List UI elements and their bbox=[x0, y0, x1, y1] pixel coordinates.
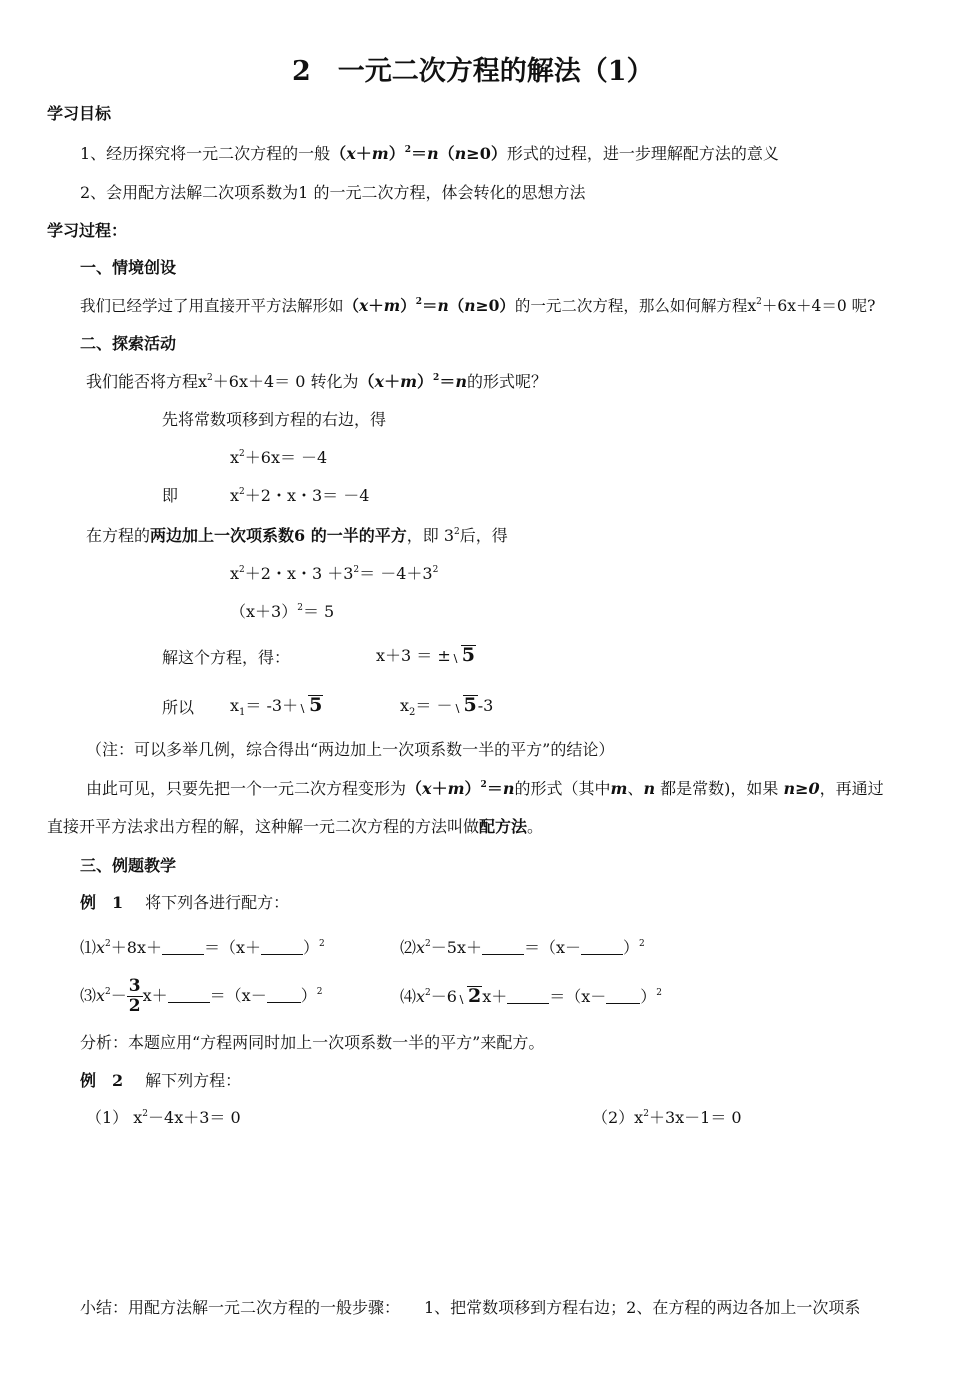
conclusion-line-2: 直接开平方法求出方程的解，这种解一元二次方程的方法叫做配方法。 bbox=[47, 817, 544, 836]
section-2-question: 我们能否将方程$x^2+6x+4= 0$ 转化为$(x+m)^2=n$的形式呢？ bbox=[86, 372, 547, 391]
blank-field bbox=[606, 989, 640, 1004]
analysis-text: 分析：本题应用“方程两同时加上一次项系数一半的平方”来配方。 bbox=[80, 1033, 545, 1052]
equation-2: $x^2+2$・x・3＝ －4 bbox=[230, 486, 370, 505]
goal-item-1: 1、经历探究将一元二次方程的一般$(x+m)^2=n(n\ge 0)$形式的过程，进一步理解配方法的意义 bbox=[80, 144, 779, 163]
section-1-text: 我们已经学过了用直接开平方法解形如$(x+m)^2=n(n\ge 0)$的一元二次方程，那么如何解方程$x^2+6x+4=0$ 呢? bbox=[80, 296, 876, 315]
equation-4: $(x+3)^2= 5$ bbox=[230, 602, 335, 621]
solve-label: 解这个方程，得： bbox=[162, 648, 291, 667]
equation-q2: $(2)x^2+3x-1= 0$ bbox=[592, 1108, 742, 1127]
equation-q1: （1） $x^2-4x+3= 0$ bbox=[86, 1108, 241, 1127]
page-title: 2 一元二次方程的解法（1） bbox=[292, 56, 654, 87]
solve-equation: x＋3 ＝ ± 5 bbox=[376, 644, 476, 666]
root-x1: $x_1= -3+ 5$ bbox=[230, 694, 323, 718]
blank-field bbox=[162, 940, 204, 955]
conclusion-line-1: 由此可见，只要先把一个一元二次方程变形为$(x+m)^2=n$的形式（其中m、n 都是常数)，如果 n≥0，再通过 bbox=[86, 779, 884, 798]
blank-field bbox=[507, 989, 549, 1004]
sqrt-5: 5 bbox=[298, 695, 323, 715]
problem-3: $⑶x^2-$ $\frac{3}{2}$ $x+ =(x- )^2$ bbox=[80, 976, 323, 1016]
blank-field bbox=[482, 940, 524, 955]
blank-field bbox=[267, 988, 301, 1003]
blank-field bbox=[168, 988, 210, 1003]
equation-3: $x^2+2$・x・$3 +3^2= -4+3^2$ bbox=[230, 564, 439, 583]
blank-field bbox=[261, 940, 303, 955]
example-2: 例 2 解下列方程： bbox=[80, 1071, 242, 1090]
summary-text: 小结：用配方法解一元二次方程的一般步骤： 1、把常数项移到方程右边；2、在方程的两边各加上一次项系 bbox=[80, 1298, 861, 1317]
goal-item-2: 2、会用配方法解二次项系数为1 的一元二次方程，体会转化的思想方法 bbox=[80, 183, 586, 202]
section-3-heading: 三、例题教学 bbox=[80, 856, 177, 875]
goal-1-pre: 1、经历探究将一元二次方程的一般 bbox=[80, 144, 331, 163]
example-1: 例 1 将下列各进行配方： bbox=[80, 893, 290, 912]
note-text: （注：可以多举几例，综合得出“两边加上一次项系数一半的平方”的结论） bbox=[86, 740, 615, 759]
problem-4: $⑷x^2-6$ $2x+ =(x- )^2$ bbox=[400, 985, 663, 1007]
section-1-heading: 一、情境创设 bbox=[80, 258, 177, 277]
sqrt-5: 5 bbox=[453, 695, 478, 715]
ji-label: 即 bbox=[162, 486, 179, 505]
process-heading: 学习过程： bbox=[47, 221, 128, 240]
section-2-heading: 二、探索活动 bbox=[80, 334, 177, 353]
so-label: 所以 bbox=[162, 698, 195, 717]
problem-2: $⑵x^2-5x+ =(x- )^2$ bbox=[400, 938, 645, 957]
goals-heading: 学习目标 bbox=[47, 104, 112, 123]
problem-1: $⑴x^2+8x+ =(x+ )^2$ bbox=[80, 938, 325, 957]
step-2-text: 在方程的两边加上一次项系数6 的一半的平方，即 $3^2$后，得 bbox=[86, 526, 508, 545]
root-x2: $x_2= - 5-3$ bbox=[400, 694, 494, 718]
step-1-text: 先将常数项移到方程的右边，得 bbox=[162, 410, 387, 429]
sqrt-5: 5 bbox=[451, 645, 476, 665]
goal-1-post: 形式的过程，进一步理解配方法的意义 bbox=[506, 144, 779, 163]
fraction-3-2: $\frac{3}{2}$ bbox=[128, 976, 141, 1016]
blank-field bbox=[581, 940, 623, 955]
sqrt-2: 2 bbox=[457, 986, 482, 1006]
equation-1: $x^2+6x= -4$ bbox=[230, 448, 328, 467]
